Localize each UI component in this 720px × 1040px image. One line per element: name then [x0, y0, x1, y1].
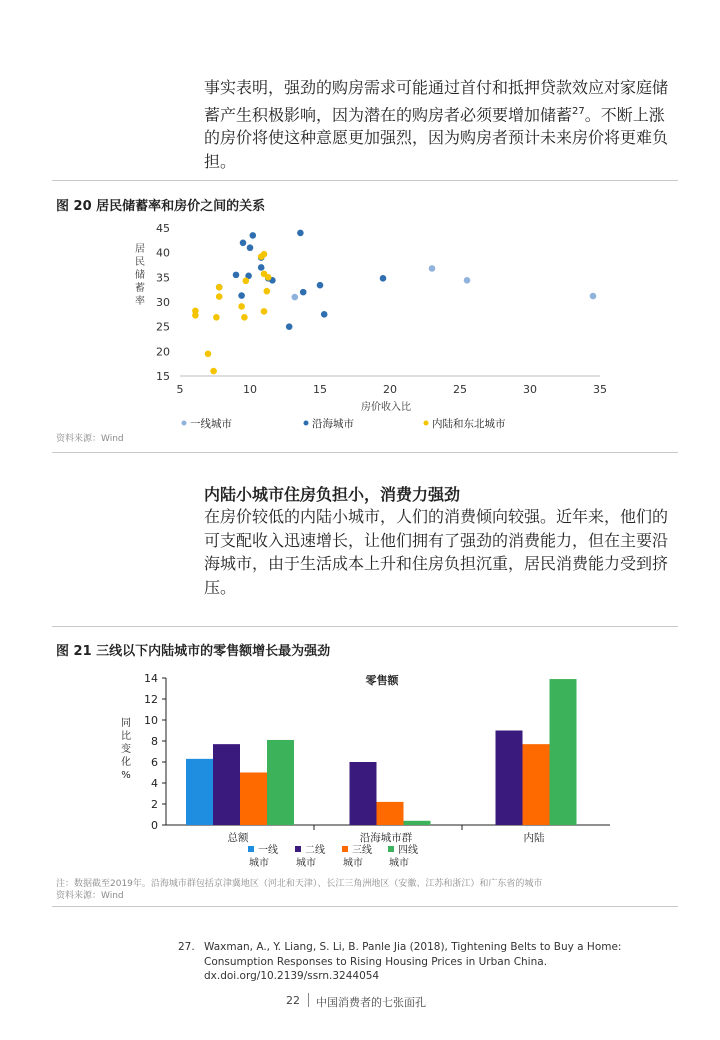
data-point [216, 293, 223, 300]
data-point [258, 264, 265, 271]
divider [52, 626, 678, 627]
footnote-text: Waxman, A., Y. Liang, S. Li, B. Panle Jia (2018), Tightening Belts to Buy a Home: Consumption Responses to Rising Housing Prices in Urban China. dx.doi.org/10.2139/ssrn.3244054 [204, 941, 622, 982]
data-point [258, 253, 265, 260]
x-tick-label: 沿海城市群 [359, 832, 413, 844]
y-tick-label: 2 [151, 798, 158, 811]
footnote-number: 27. [178, 941, 195, 953]
data-point [247, 244, 254, 251]
figure21-title: 图 21 三线以下内陆城市的零售额增长最为强劲 [56, 644, 331, 659]
data-point [286, 323, 293, 330]
page-number: 22 [286, 994, 300, 1007]
legend-marker [304, 421, 309, 426]
data-point [297, 230, 304, 237]
legend-label: 一线城市 [190, 418, 232, 430]
bar [377, 802, 404, 825]
figure21-note-block [56, 878, 676, 902]
y-tick-label: 45 [156, 222, 170, 235]
section-text: 在房价较低的内陆小城市，人们的消费倾向较强。近年来，他们的可支配收入迅速增长，让他们拥有了强劲的消费能力，但在主要沿海城市，由于生活成本上升和住房负担沉重，居民消费能力受到挤压。 [204, 507, 669, 597]
section-title: 内陆小城市住房负担小，消费力强劲 [204, 485, 461, 504]
footnote-ref[interactable]: 27 [572, 105, 585, 117]
x-tick-label: 15 [313, 383, 327, 396]
legend-label: 三线城市 [343, 845, 372, 869]
intro-paragraph [204, 76, 674, 173]
divider [52, 906, 678, 907]
x-tick-label: 35 [593, 383, 607, 396]
bar [267, 740, 294, 825]
data-point [380, 275, 387, 282]
legend-label: 内陆和东北城市 [432, 418, 506, 430]
section-paragraph [204, 505, 674, 599]
legend-marker [342, 846, 348, 852]
data-point [265, 274, 272, 281]
footer-title: 中国消费者的七张面孔 [316, 996, 426, 1009]
data-point [210, 368, 217, 375]
legend-label: 二线城市 [296, 845, 325, 869]
data-point [241, 314, 248, 321]
data-point [292, 294, 299, 301]
footer-divider [308, 993, 309, 1007]
legend-marker [295, 846, 301, 852]
y-tick-label: 12 [144, 693, 158, 706]
y-tick-label: 20 [156, 345, 170, 359]
legend-label: 沿海城市 [312, 418, 354, 430]
legend-label: 四线城市 [389, 845, 418, 869]
figure21-bar-chart [110, 664, 630, 876]
y-tick-label: 15 [156, 370, 170, 383]
data-point [300, 289, 307, 296]
bar [350, 762, 377, 825]
bar [213, 744, 240, 825]
x-axis-label: 房价收入比 [361, 402, 411, 413]
data-point [216, 284, 223, 291]
data-point [261, 308, 268, 315]
y-axis-label: 居民储蓄率 [135, 244, 145, 307]
y-tick-label: 10 [144, 714, 158, 727]
legend-marker [248, 846, 254, 852]
bar [186, 759, 213, 825]
bar [550, 679, 577, 825]
x-tick-label: 30 [523, 383, 537, 396]
intro-text: 事实表明，强劲的购房需求可能通过首付和抵押贷款效应对家庭储蓄产生积极影响，因为潜在的购房者必须要增加储蓄 [204, 78, 669, 124]
y-tick-label: 40 [156, 246, 170, 260]
legend-marker [182, 421, 187, 426]
figure20-scatter-chart [120, 216, 620, 436]
divider [52, 180, 678, 181]
chart-title: 零售额 [365, 674, 399, 687]
data-point [213, 314, 220, 321]
bar [496, 731, 523, 826]
legend-label: 一线城市 [249, 845, 278, 869]
data-point [590, 293, 597, 300]
data-point [464, 277, 471, 284]
y-tick-label: 0 [151, 819, 158, 832]
x-tick-label: 5 [176, 383, 184, 396]
y-tick-label: 35 [156, 271, 170, 285]
y-tick-label: 6 [151, 756, 158, 769]
data-point [233, 272, 240, 279]
x-tick-label: 25 [453, 383, 467, 396]
figure21-source: 资料来源：Wind [56, 891, 124, 901]
footnote [178, 940, 664, 984]
data-point [317, 282, 324, 289]
y-tick-label: 30 [156, 296, 170, 309]
data-point [250, 232, 257, 239]
y-tick-label: 4 [151, 777, 158, 790]
y-axis-label: 同比变化% [121, 718, 131, 781]
x-tick-label: 10 [243, 383, 257, 396]
legend-marker [424, 421, 429, 426]
y-tick-label: 25 [156, 320, 170, 334]
x-tick-label: 总额 [227, 832, 249, 844]
bar [404, 821, 431, 825]
legend-marker [388, 846, 394, 852]
intro-text-after: 。不断上涨的房价将使这种意愿更加强烈，因为购房者预计未来房价将更难负担。 [204, 104, 669, 171]
divider [52, 452, 678, 453]
y-tick-label: 14 [144, 672, 158, 685]
bar [240, 773, 267, 826]
data-point [243, 277, 250, 284]
bar [523, 744, 550, 825]
x-tick-label: 内陆 [523, 832, 545, 844]
x-tick-label: 20 [383, 383, 397, 396]
data-point [321, 311, 328, 318]
data-point [429, 265, 436, 272]
data-point [205, 351, 212, 358]
data-point [238, 292, 245, 299]
figure20-source: 资料来源：Wind [56, 434, 124, 444]
figure21-note: 注：数据截至2019年。沿海城市群包括京津冀地区（河北和天津）、长江三角洲地区（安徽、江苏和浙江）和广东省的城市 [56, 879, 543, 889]
data-point [264, 288, 271, 295]
data-point [192, 312, 199, 319]
data-point [238, 303, 245, 310]
figure20-title: 图 20 居民储蓄率和房价之间的关系 [56, 199, 266, 214]
data-point [240, 240, 247, 247]
y-tick-label: 8 [151, 735, 158, 748]
